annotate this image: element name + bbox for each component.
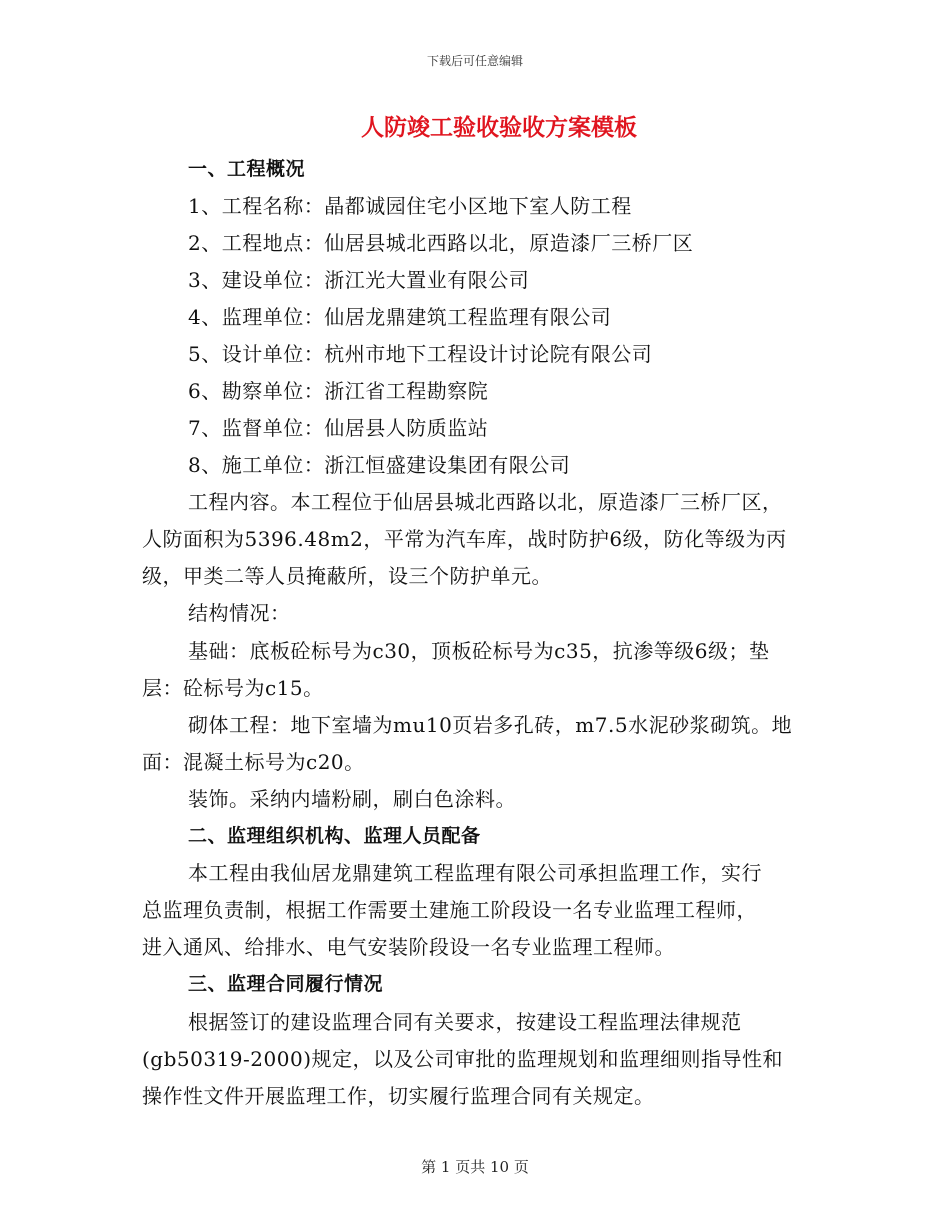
page-number: 第 1 页共 10 页: [421, 1158, 529, 1176]
foundation-line: 基础：底板砼标号为c30，顶板砼标号为c35，抗渗等级6级；垫: [188, 639, 770, 663]
organization-line: 总监理负责制，根据工作需要土建施工阶段设一名专业监理工程师，: [142, 898, 757, 922]
section-heading-contract: 三、监理合同履行情况: [188, 973, 384, 995]
overview-item-supervisor: 4、监理单位：仙居龙鼎建筑工程监理有限公司: [188, 305, 612, 329]
project-content-line: 工程内容。本工程位于仙居县城北西路以北，原造漆厂三桥厂区，: [188, 490, 783, 514]
overview-item-contractor: 8、施工单位：浙江恒盛建设集团有限公司: [188, 453, 571, 477]
section-heading-overview: 一、工程概况: [188, 158, 306, 180]
overview-item-surveyor: 6、勘察单位：浙江省工程勘察院: [188, 379, 489, 403]
masonry-line: 砌体工程：地下室墙为mu10页岩多孔砖，m7.5水泥砂浆砌筑。地: [188, 713, 793, 737]
overview-item-owner: 3、建设单位：浙江光大置业有限公司: [188, 268, 530, 292]
contract-line: (gb50319-2000)规定，以及公司审批的监理规划和监理细则指导性和: [142, 1047, 783, 1071]
overview-item-inspector: 7、监督单位：仙居县人防质监站: [188, 416, 489, 440]
page-header-note: 下载后可任意编辑: [426, 54, 523, 68]
document-title: 人防竣工验收验收方案模板: [361, 114, 637, 141]
organization-line: 进入通风、给排水、电气安装阶段设一名专业监理工程师。: [142, 935, 675, 959]
overview-item-location: 2、工程地点：仙居县城北西路以北，原造漆厂三桥厂区: [188, 231, 694, 255]
organization-line: 本工程由我仙居龙鼎建筑工程监理有限公司承担监理工作，实行: [188, 861, 762, 885]
masonry-line: 面：混凝土标号为c20。: [142, 750, 365, 774]
contract-line: 操作性文件开展监理工作，切实履行监理合同有关规定。: [142, 1084, 655, 1108]
overview-item-designer: 5、设计单位：杭州市地下工程设计讨论院有限公司: [188, 342, 653, 366]
foundation-line: 层：砼标号为c15。: [142, 676, 324, 700]
project-content-line: 级，甲类二等人员掩蔽所，设三个防护单元。: [142, 564, 552, 588]
section-heading-organization: 二、监理组织机构、监理人员配备: [188, 825, 481, 847]
decoration-line: 装饰。采纳内墙粉刷，刷白色涂料。: [188, 787, 516, 811]
overview-item-project-name: 1、工程名称：晶都诚园住宅小区地下室人防工程: [188, 194, 632, 218]
structure-label: 结构情况：: [188, 601, 291, 625]
project-content-line: 人防面积为5396.48m2，平常为汽车库，战时防护6级，防化等级为丙: [142, 527, 787, 551]
contract-line: 根据签订的建设监理合同有关要求，按建设工程监理法律规范: [188, 1010, 742, 1034]
